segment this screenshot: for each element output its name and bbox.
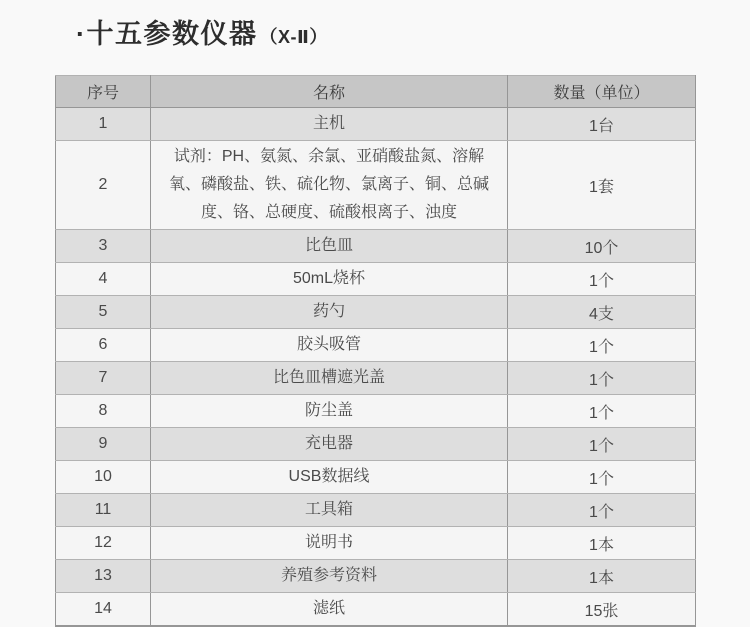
cell-index: 5 (56, 296, 151, 329)
cell-quantity: 1套 (508, 141, 696, 230)
spec-table-body (56, 108, 696, 627)
cell-index: 2 (56, 141, 151, 230)
table-row (56, 362, 696, 395)
table-row (56, 461, 696, 494)
table-row (56, 329, 696, 362)
page-title-model: （X-Ⅱ） (259, 27, 328, 47)
cell-name: 药勺 (151, 296, 508, 329)
cell-quantity: 1台 (508, 108, 696, 141)
cell-index: 4 (56, 263, 151, 296)
table-row (56, 141, 696, 230)
cell-index: 14 (56, 593, 151, 627)
cell-index: 1 (56, 108, 151, 141)
cell-name: 充电器 (151, 428, 508, 461)
spec-table (55, 75, 696, 627)
table-row (56, 560, 696, 593)
page-title-text: ·十五参数仪器 (76, 19, 258, 49)
cell-name: 胶头吸管 (151, 329, 508, 362)
cell-name: 试剂：PH、氨氮、余氯、亚硝酸盐氮、溶解氧、磷酸盐、铁、硫化物、氯离子、铜、总碱度、铬、总硬度、硫酸根离子、浊度 (151, 141, 508, 230)
cell-name: 比色皿槽遮光盖 (151, 362, 508, 395)
cell-name: USB数据线 (151, 461, 508, 494)
cell-quantity: 10个 (508, 230, 696, 263)
table-row (56, 428, 696, 461)
table-row (56, 296, 696, 329)
table-row (56, 494, 696, 527)
table-row (56, 108, 696, 141)
cell-quantity: 1个 (508, 395, 696, 428)
cell-name: 50mL烧杯 (151, 263, 508, 296)
table-row (56, 527, 696, 560)
table-row (56, 230, 696, 263)
cell-name: 比色皿 (151, 230, 508, 263)
cell-quantity: 1个 (508, 494, 696, 527)
cell-index: 6 (56, 329, 151, 362)
cell-quantity: 4支 (508, 296, 696, 329)
cell-name: 防尘盖 (151, 395, 508, 428)
cell-name: 说明书 (151, 527, 508, 560)
cell-index: 12 (56, 527, 151, 560)
table-row (56, 263, 696, 296)
cell-quantity: 1本 (508, 527, 696, 560)
cell-index: 10 (56, 461, 151, 494)
page-title (0, 0, 750, 54)
cell-index: 8 (56, 395, 151, 428)
cell-quantity: 1本 (508, 560, 696, 593)
cell-quantity: 1个 (508, 461, 696, 494)
table-row (56, 593, 696, 627)
cell-index: 3 (56, 230, 151, 263)
header-cell-quantity: 数量（单位） (508, 76, 696, 108)
table-header-row (56, 76, 696, 108)
cell-quantity: 1个 (508, 263, 696, 296)
cell-index: 9 (56, 428, 151, 461)
cell-index: 7 (56, 362, 151, 395)
table-row (56, 395, 696, 428)
cell-index: 13 (56, 560, 151, 593)
cell-name: 滤纸 (151, 593, 508, 627)
cell-name: 养殖参考资料 (151, 560, 508, 593)
cell-quantity: 1个 (508, 428, 696, 461)
cell-quantity: 1个 (508, 329, 696, 362)
cell-name: 主机 (151, 108, 508, 141)
header-cell-index: 序号 (56, 76, 151, 108)
header-cell-name: 名称 (151, 76, 508, 108)
cell-quantity: 1个 (508, 362, 696, 395)
cell-quantity: 15张 (508, 593, 696, 627)
cell-name: 工具箱 (151, 494, 508, 527)
cell-index: 11 (56, 494, 151, 527)
